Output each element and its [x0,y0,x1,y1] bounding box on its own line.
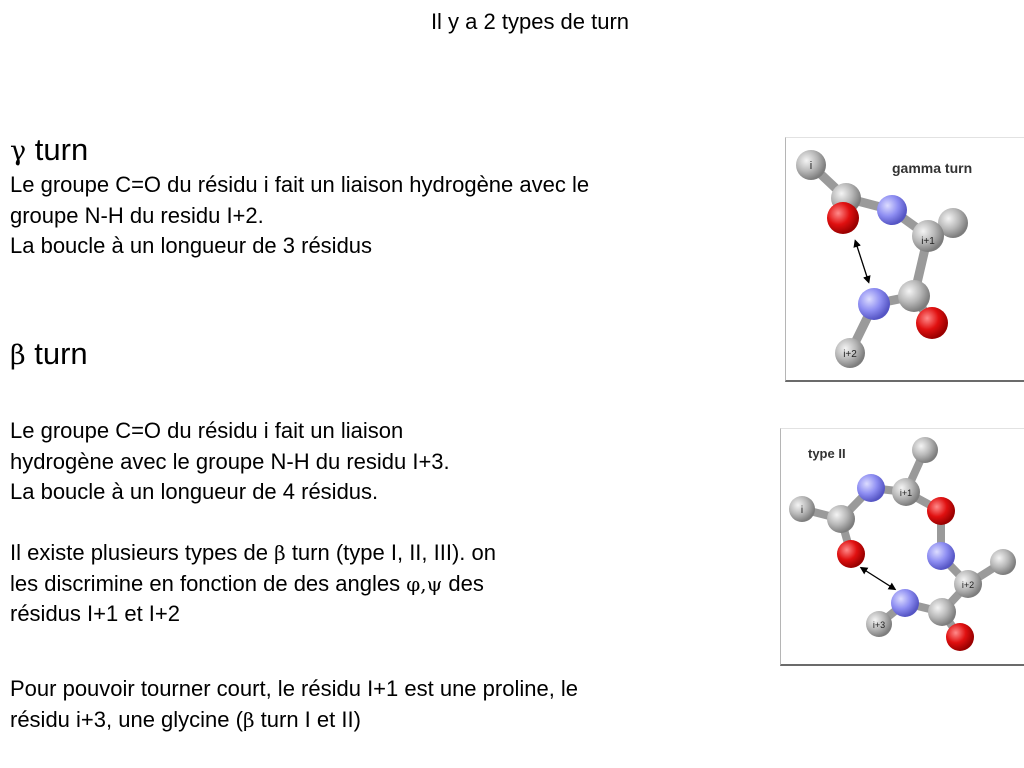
gamma-turn-description [10,170,589,262]
residue-label: i [809,160,813,172]
beta-turn-heading [10,337,88,373]
atom-carbon [827,505,855,533]
atom-oxygen [827,202,859,234]
residue-label: i+2 [843,349,857,360]
beta-turn-types-paragraph [10,538,496,630]
slide-title: Il y a 2 types de turn [430,9,630,34]
atom-nitrogen [857,474,885,502]
beta-turn-type-ii-figure [780,428,1024,666]
types-text: les discrimine en fonction de des angles [10,570,407,596]
gamma-line: La boucle à un longueur de 3 résidus [10,233,373,258]
gamma-line: groupe N-H du residu I+2. [10,202,264,228]
residue-label: i+3 [872,620,886,630]
atom-nitrogen [927,542,955,570]
note-text: turn I et II) [254,706,361,732]
residue-label: i+1 [921,236,935,247]
beta-line: La boucle à un longueur de 4 résidus. [10,479,379,504]
atom-nitrogen [858,288,890,320]
atom-carbon [928,598,956,626]
atom-oxygen [837,540,865,568]
gamma-heading-text: turn [34,132,89,167]
beta-symbol: β [10,340,26,371]
gamma-turn-molecule [786,138,1024,380]
beta-heading-text: turn [34,336,88,371]
atom-carbon [898,280,930,312]
atom-nitrogen [877,195,907,225]
gamma-turn-figure [785,137,1024,382]
atom-oxygen [927,497,955,525]
beta-symbol-inline: β [274,541,286,565]
atom-oxygen [916,307,948,339]
figure-caption: gamma turn [892,160,973,176]
residue-label: i [800,505,804,516]
types-text: turn (type I, II, III). on [285,540,497,565]
atoms [789,437,1016,651]
atom-oxygen [946,623,974,651]
atom-nitrogen [891,589,919,617]
residue-label: i+2 [961,580,975,590]
phi-psi-symbol: φ,ψ [406,571,443,596]
atom-carbon [912,437,938,463]
types-line-1 [10,538,496,569]
gamma-symbol: γ [10,136,27,167]
proline-glycine-note [10,674,578,735]
beta-symbol-inline: β [242,707,255,732]
note-line-1: Pour pouvoir tourner court, le résidu I+1 est une proline, le [10,676,579,701]
beta-turn-molecule [781,429,1024,664]
types-line-3: résidus I+1 et I+2 [10,601,180,626]
gamma-line: Le groupe C=O du résidu i fait un liaison hydrogène avec le [10,172,590,197]
beta-line: hydrogène avec le groupe N-H du residu I+3. [10,448,450,474]
figure-caption: type II [808,446,846,461]
types-line-2 [10,569,496,600]
types-text: Il existe plusieurs types de [10,540,275,565]
beta-turn-description [10,416,450,508]
gamma-turn-heading [10,133,88,169]
atom-carbon [990,549,1016,575]
note-text: résidu i+3, une glycine ( [10,706,243,732]
types-text: des [442,570,484,596]
note-line-2 [10,705,578,736]
beta-line: Le groupe C=O du résidu i fait un liaison [10,418,404,443]
residue-label: i+1 [899,488,913,498]
hydrogen-bond-arrow [856,243,868,280]
atoms [796,150,968,368]
hydrogen-bond-arrow [863,569,893,588]
